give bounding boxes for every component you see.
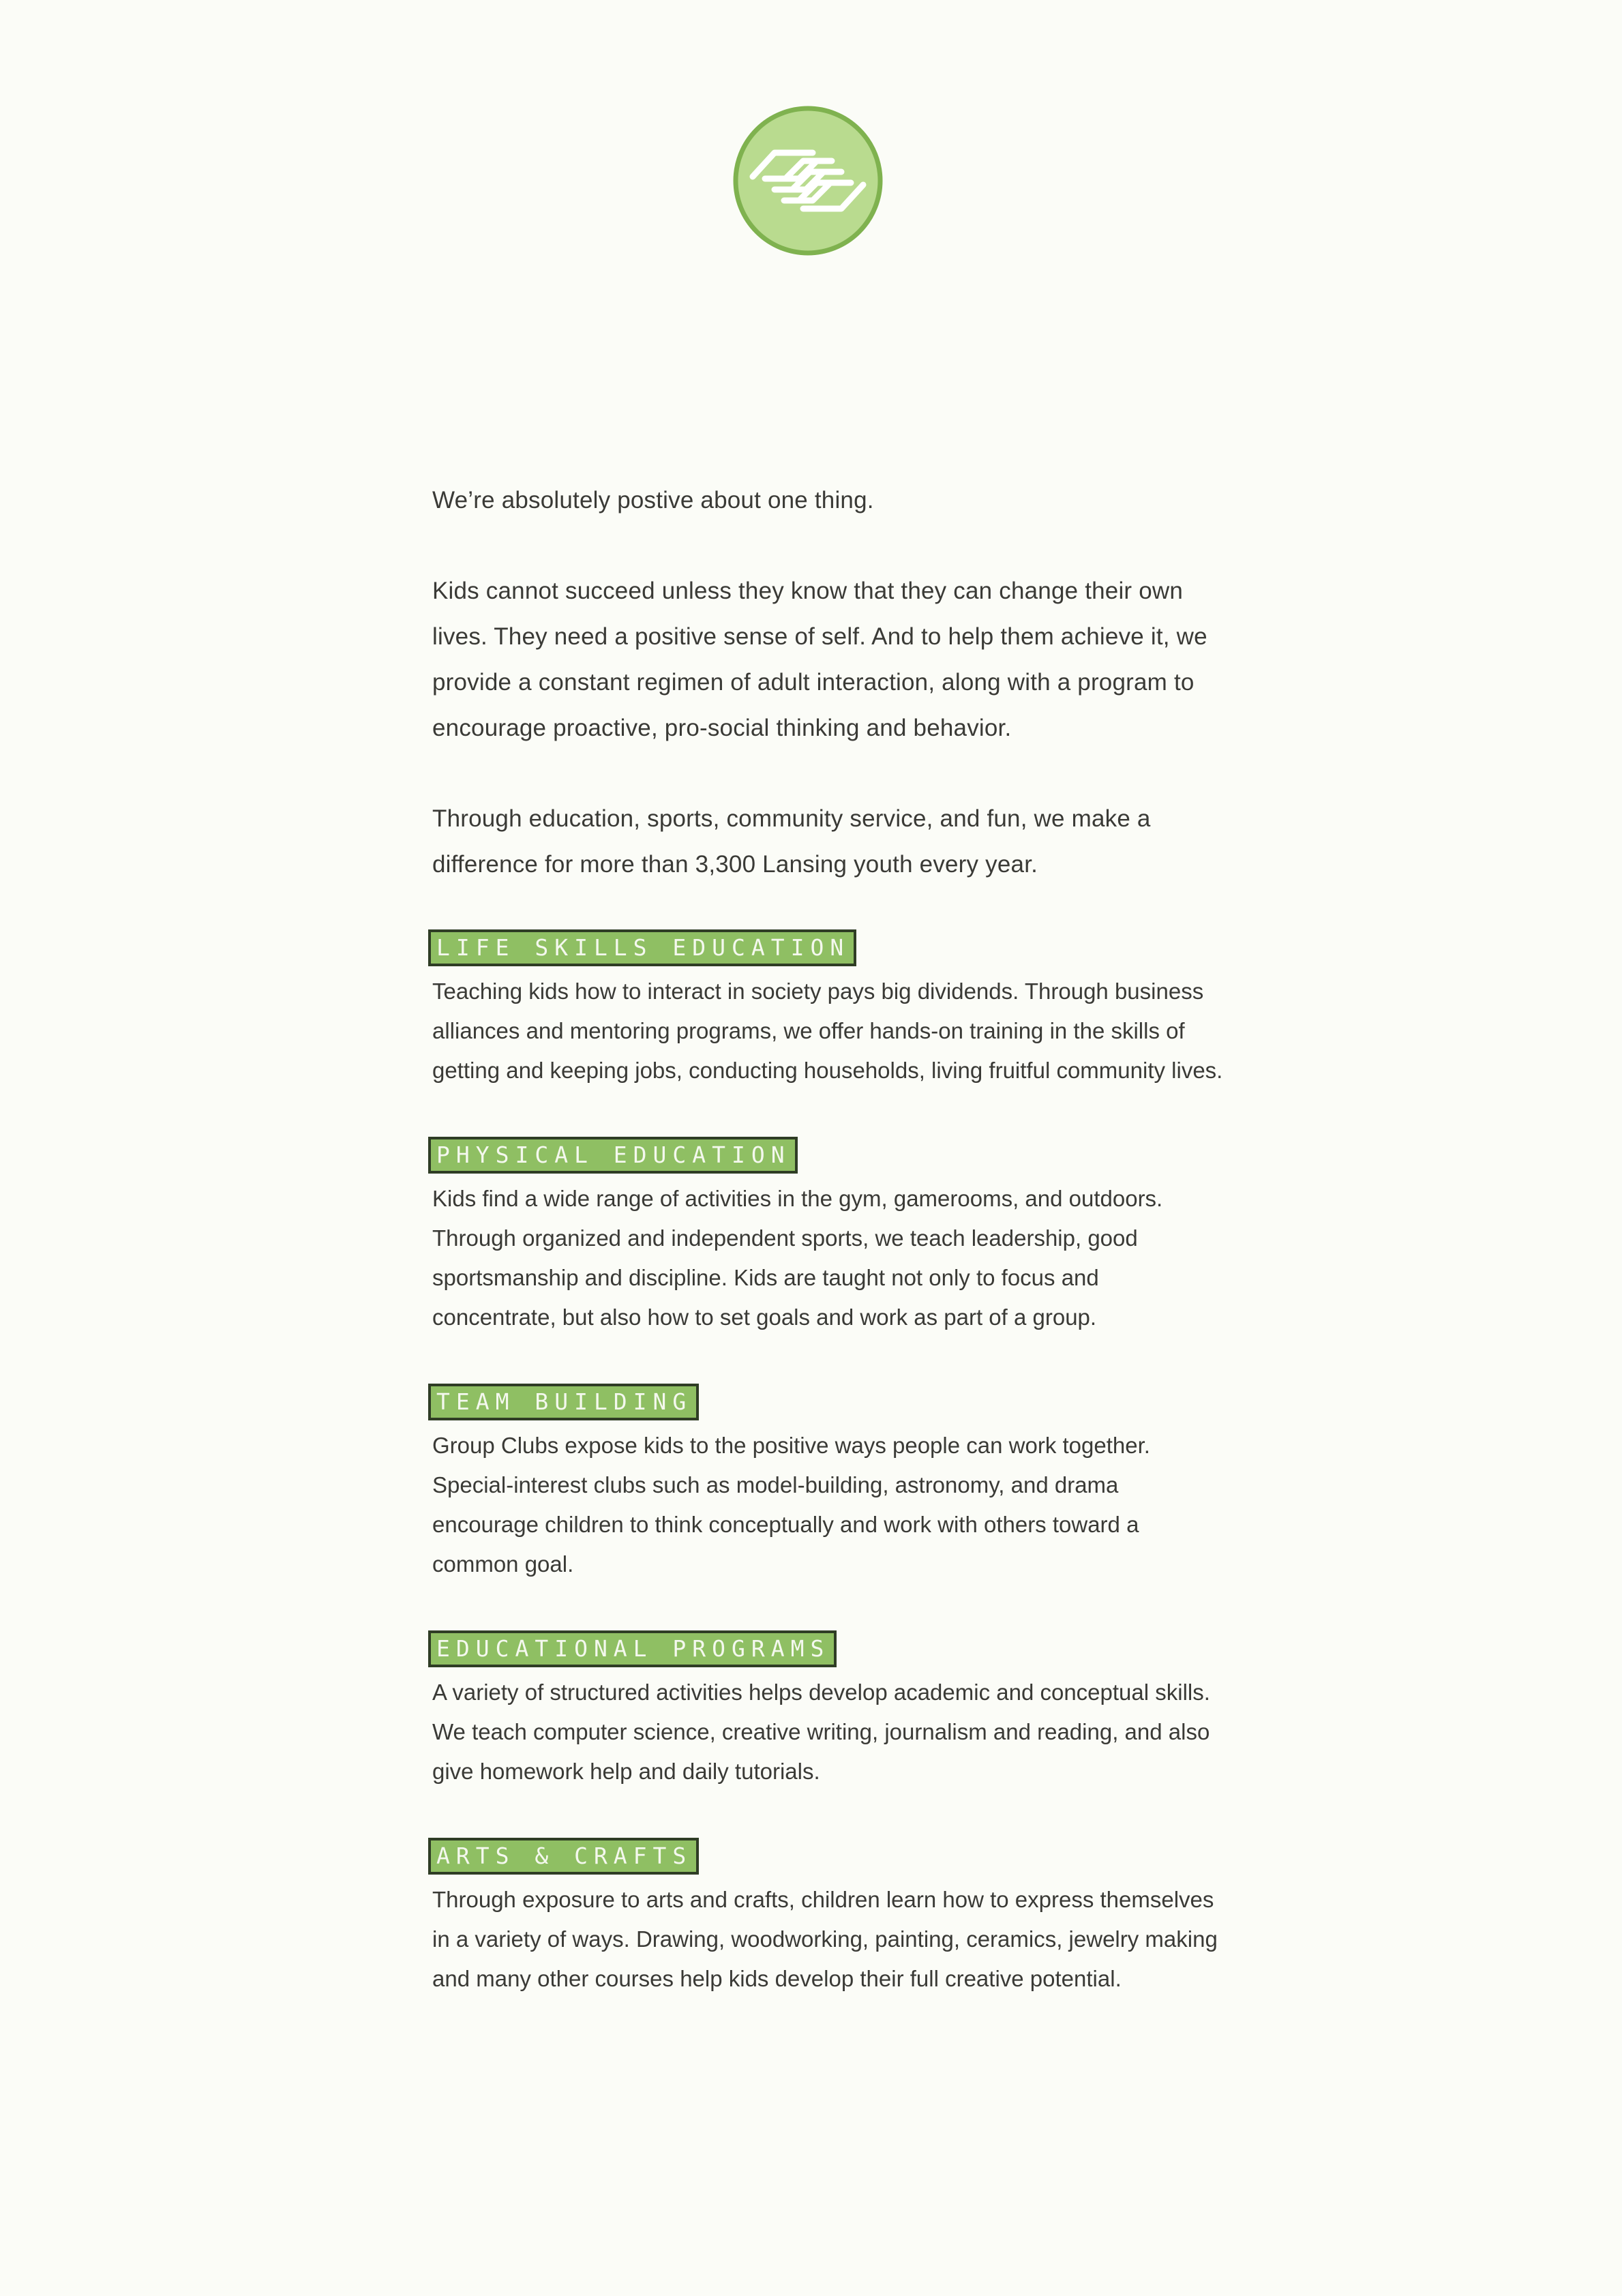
section-heading: LIFE SKILLS EDUCATION — [428, 929, 856, 966]
section-body: Kids find a wide range of activities in the gym, gamerooms, and outdoors. Through organized and independent sports, we teach leadership, good sportsmanship and discipline. Kids are taught not only to focus and concentrate, but also how to set goals and work as part of a group. — [432, 1186, 1163, 1330]
section-physical-education — [432, 1137, 1223, 1337]
lead-sentence: We’re absolutely postive about one thing. — [432, 487, 874, 513]
handshake-logo — [732, 105, 884, 256]
main-content — [432, 477, 1223, 1999]
section-team-building — [432, 1384, 1223, 1584]
section-body: Through exposure to arts and crafts, children learn how to express themselves in a variety of ways. Drawing, woodworking, painting, ceramics, jewelry making and many other courses help kids develop their full creative potential. — [432, 1887, 1218, 1991]
section-body: Group Clubs expose kids to the positive ways people can work together. Special-interest clubs such as model-building, astronomy, and drama encourage children to think conceptually and work with others toward a common goal. — [432, 1433, 1150, 1577]
handshake-icon — [732, 105, 884, 256]
section-heading: TEAM BUILDING — [428, 1384, 699, 1420]
intro-paragraph: Kids cannot succeed unless they know that they can change their own lives. They need a positive sense of self. And to help them achieve it, we provide a constant regimen of adult interaction, along with a program to encourage proactive, pro-social thinking and behavior. — [432, 578, 1207, 741]
section-educational-programs — [432, 1630, 1223, 1791]
section-arts-crafts — [432, 1838, 1223, 1999]
section-body: A variety of structured activities helps develop academic and conceptual skills. We teach computer science, creative writing, journalism and reading, and also give homework help and daily tutorials. — [432, 1680, 1210, 1784]
section-heading: PHYSICAL EDUCATION — [428, 1137, 798, 1174]
section-heading: ARTS & CRAFTS — [428, 1838, 699, 1875]
section-life-skills — [432, 929, 1223, 1090]
section-body: Teaching kids how to interact in society pays big dividends. Through business alliances and mentoring programs, we offer hands-on training in the skills of getting and keeping jobs, conducting households, living fruitful community lives. — [432, 979, 1223, 1083]
section-heading: EDUCATIONAL PROGRAMS — [428, 1630, 837, 1667]
closing-paragraph: Through education, sports, community service, and fun, we make a difference for more than 3,300 Lansing youth every year. — [432, 805, 1151, 878]
